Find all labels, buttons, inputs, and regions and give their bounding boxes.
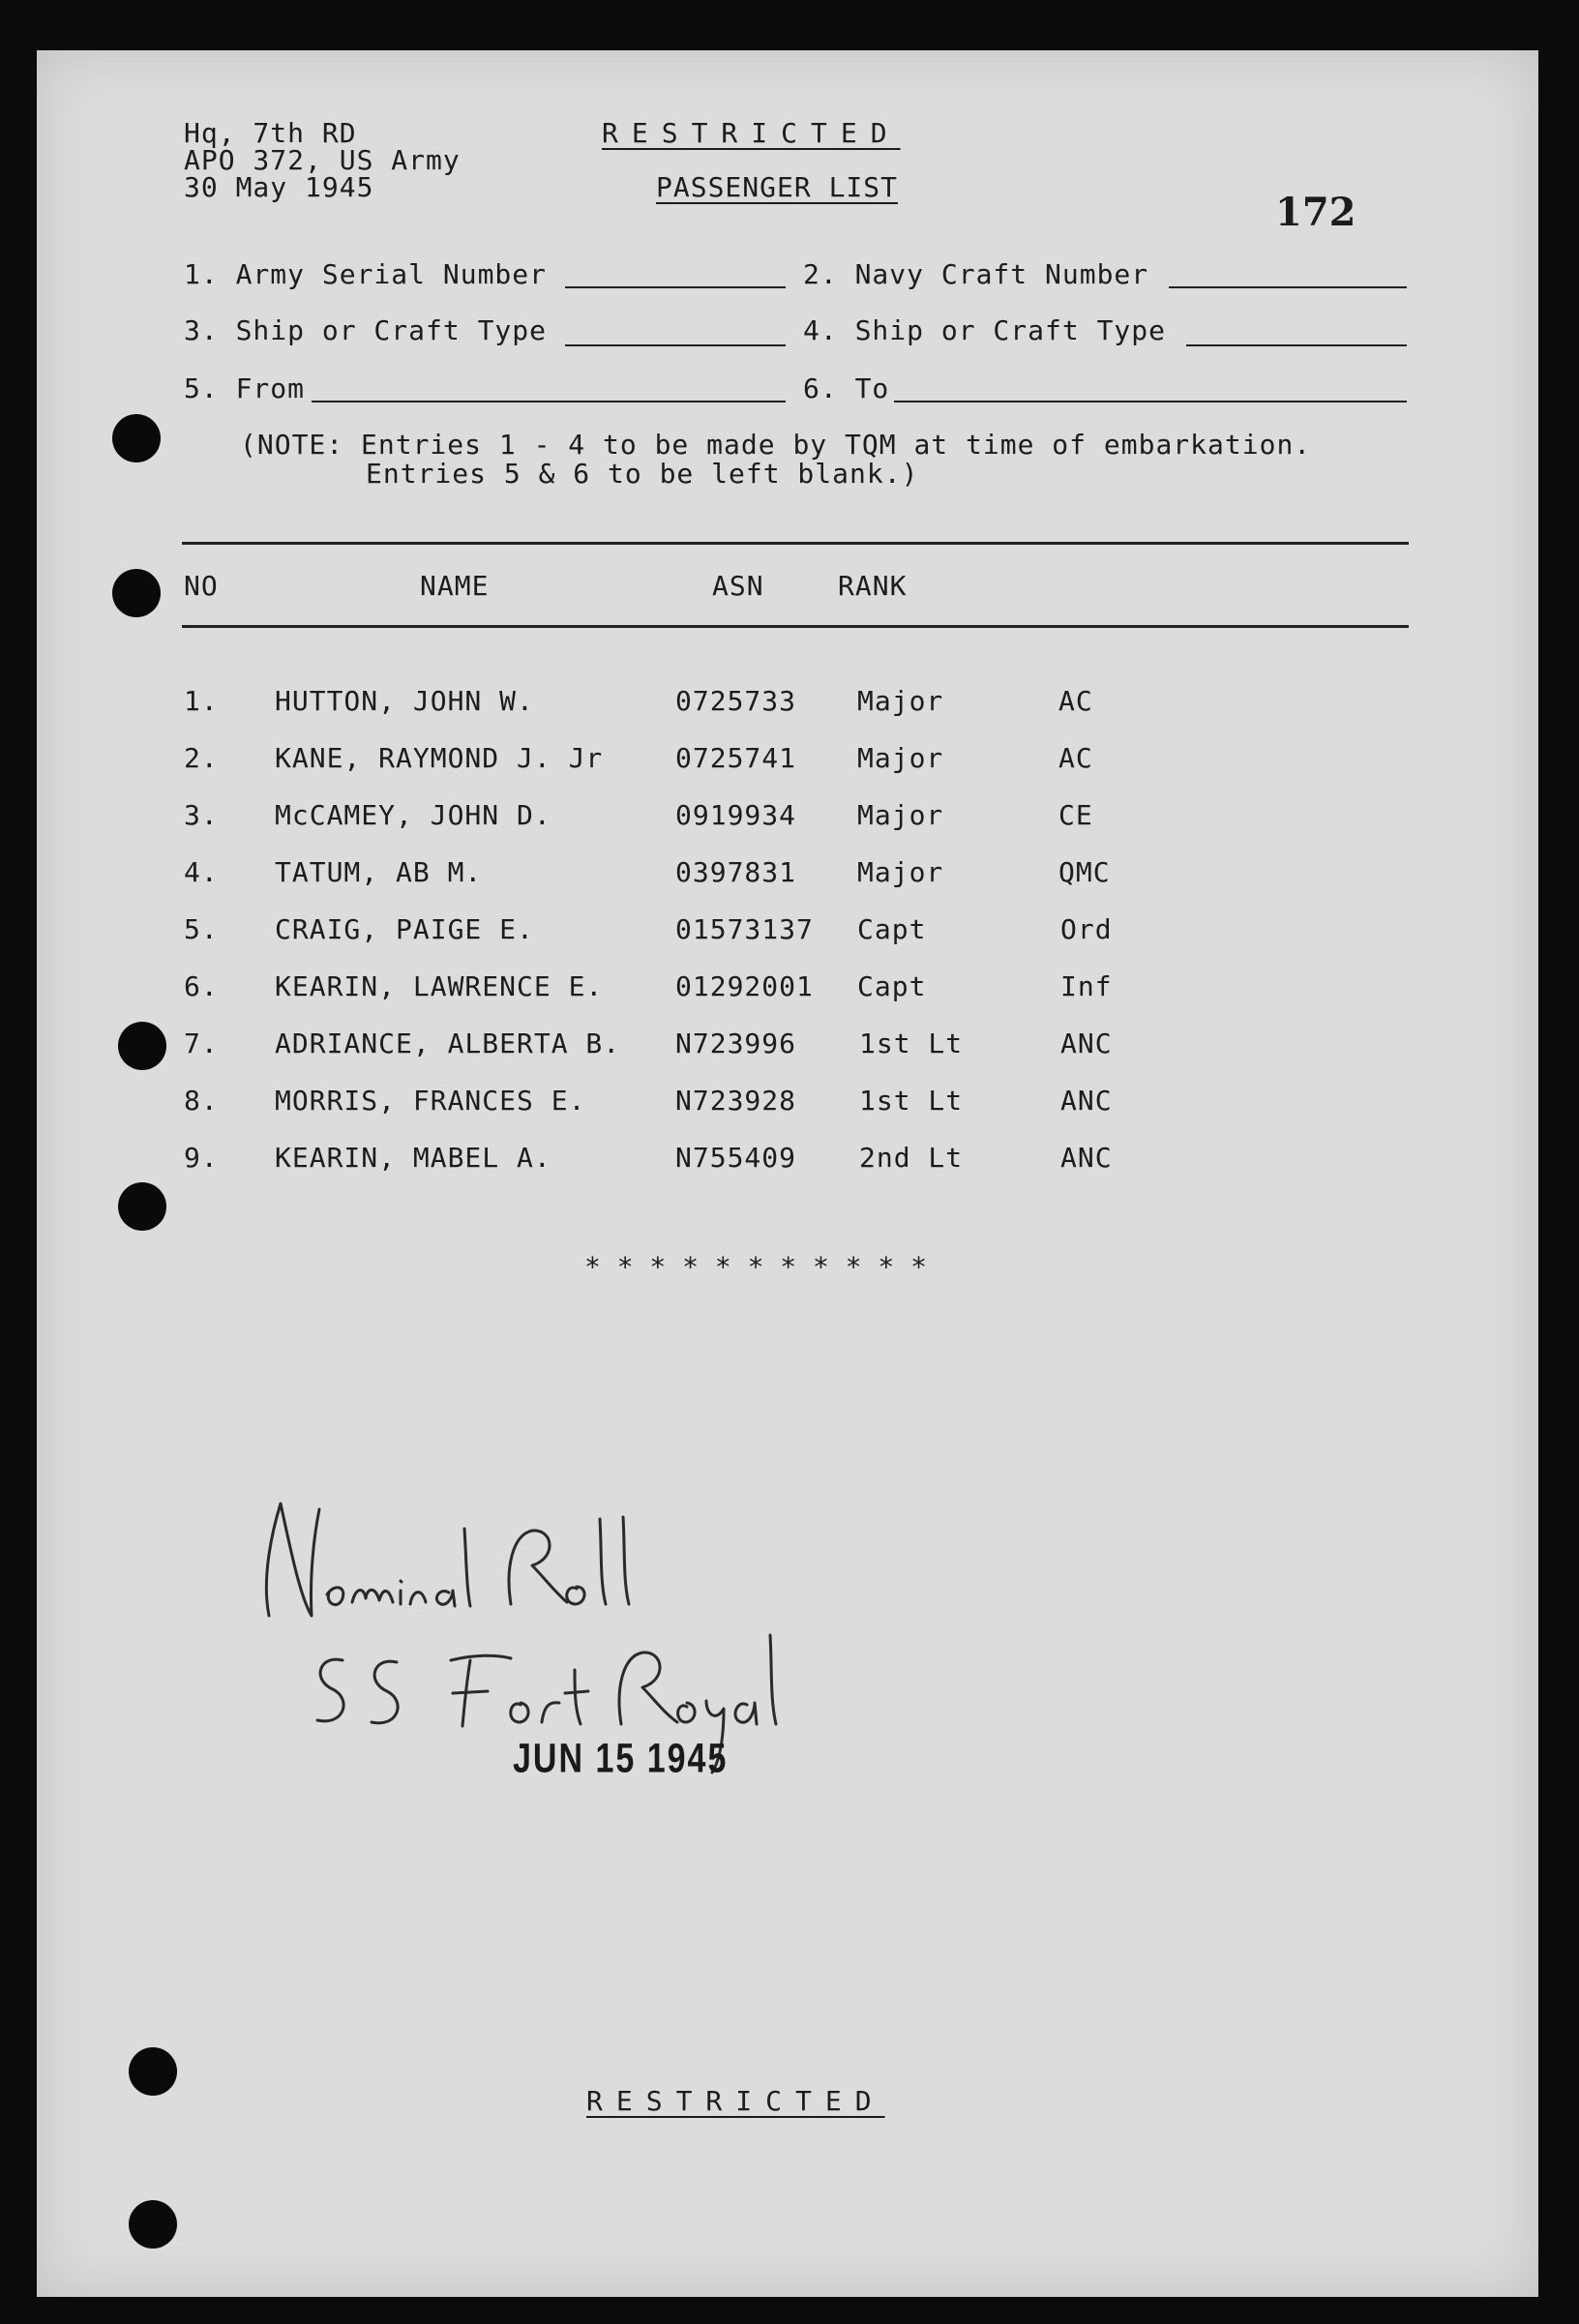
passenger-asn: 0725733: [675, 685, 797, 717]
passenger-branch: Ord: [1060, 913, 1113, 945]
table-row: [0, 799, 1579, 837]
classification-header: RESTRICTED: [602, 117, 901, 149]
field-to: 6. To: [803, 372, 890, 404]
table-header-rule: [182, 625, 1409, 628]
passenger-rank: Capt: [857, 970, 927, 1002]
passenger-branch: QMC: [1058, 856, 1111, 888]
passenger-name: KEARIN, MABEL A.: [275, 1142, 551, 1174]
punch-hole: [118, 1182, 166, 1231]
page-number: 172: [1275, 190, 1356, 235]
table-row: [0, 1085, 1579, 1122]
row-number: 1.: [184, 685, 219, 717]
column-header-rank: RANK: [838, 570, 908, 602]
row-number: 5.: [184, 913, 219, 945]
field-blank-line: [1169, 286, 1407, 288]
punch-hole: [129, 2200, 177, 2249]
table-row: [0, 742, 1579, 780]
passenger-name: McCAMEY, JOHN D.: [275, 799, 551, 831]
field-navy-craft-number: 2. Navy Craft Number: [803, 258, 1149, 290]
unit-line-2: APO 372, US Army: [184, 144, 461, 176]
classification-footer: RESTRICTED: [586, 2085, 885, 2117]
field-blank-line: [894, 401, 1407, 402]
note-line-1: (NOTE: Entries 1 - 4 to be made by TQM at time of embarkation.: [240, 429, 1312, 461]
passenger-asn: 01292001: [675, 970, 814, 1002]
column-header-no: NO: [184, 570, 219, 602]
passenger-name: KANE, RAYMOND J. Jr: [275, 742, 604, 774]
passenger-branch: AC: [1058, 742, 1093, 774]
document-title: PASSENGER LIST: [656, 171, 899, 203]
received-date-stamp: JUN 15 1945: [513, 1736, 729, 1782]
table-row: [0, 685, 1579, 723]
row-number: 8.: [184, 1085, 219, 1117]
separator-asterisks: * * * * * * * * * * *: [584, 1251, 928, 1283]
unit-line-1: Hq, 7th RD: [184, 117, 357, 149]
passenger-asn: N755409: [675, 1142, 797, 1174]
field-ship-type-a: 3. Ship or Craft Type: [184, 314, 548, 346]
table-row: [0, 1030, 1579, 1065]
passenger-name: ADRIANCE, ALBERTA B.: [275, 1028, 621, 1059]
row-number: 4.: [184, 856, 219, 888]
passenger-branch: CE: [1058, 799, 1093, 831]
passenger-branch: ANC: [1060, 1142, 1113, 1174]
row-number: 6.: [184, 970, 219, 1002]
column-header-asn: ASN: [712, 570, 764, 602]
field-blank-line: [565, 344, 786, 346]
passenger-rank: 1st Lt: [859, 1085, 964, 1117]
table-row: [0, 970, 1579, 1008]
row-number: 7.: [184, 1028, 219, 1059]
row-number: 9.: [184, 1142, 219, 1174]
note-line-2: Entries 5 & 6 to be left blank.): [366, 458, 919, 490]
passenger-rank: 2nd Lt: [859, 1142, 964, 1174]
passenger-rank: Major: [857, 685, 944, 717]
field-blank-line: [565, 286, 786, 288]
passenger-rank: Capt: [857, 913, 927, 945]
row-number: 3.: [184, 799, 219, 831]
document-date: 30 May 1945: [184, 171, 374, 203]
table-row: [0, 913, 1579, 951]
passenger-name: TATUM, AB M.: [275, 856, 483, 888]
field-army-serial-number: 1. Army Serial Number: [184, 258, 548, 290]
passenger-branch: ANC: [1060, 1085, 1113, 1117]
table-row: [0, 856, 1579, 894]
passenger-asn: N723928: [675, 1085, 797, 1117]
punch-hole: [112, 569, 161, 617]
passenger-rank: 1st Lt: [859, 1028, 964, 1059]
passenger-rank: Major: [857, 742, 944, 774]
passenger-name: KEARIN, LAWRENCE E.: [275, 970, 604, 1002]
table-row: [0, 1142, 1579, 1179]
passenger-branch: ANC: [1060, 1028, 1113, 1059]
column-header-name: NAME: [420, 570, 490, 602]
passenger-branch: AC: [1058, 685, 1093, 717]
field-blank-line: [312, 401, 786, 402]
passenger-name: HUTTON, JOHN W.: [275, 685, 534, 717]
passenger-asn: 0725741: [675, 742, 797, 774]
passenger-name: MORRIS, FRANCES E.: [275, 1085, 586, 1117]
row-number: 2.: [184, 742, 219, 774]
field-ship-type-b: 4. Ship or Craft Type: [803, 314, 1167, 346]
passenger-name: CRAIG, PAIGE E.: [275, 913, 534, 945]
passenger-branch: Inf: [1060, 970, 1113, 1002]
field-blank-line: [1186, 344, 1407, 346]
passenger-asn: 01573137: [675, 913, 814, 945]
passenger-asn: 0397831: [675, 856, 797, 888]
field-from: 5. From: [184, 372, 306, 404]
punch-hole: [112, 414, 161, 462]
passenger-asn: N723996: [675, 1028, 797, 1059]
passenger-rank: Major: [857, 799, 944, 831]
passenger-asn: 0919934: [675, 799, 797, 831]
passenger-rank: Major: [857, 856, 944, 888]
punch-hole: [129, 2047, 177, 2096]
table-top-rule: [182, 542, 1409, 545]
